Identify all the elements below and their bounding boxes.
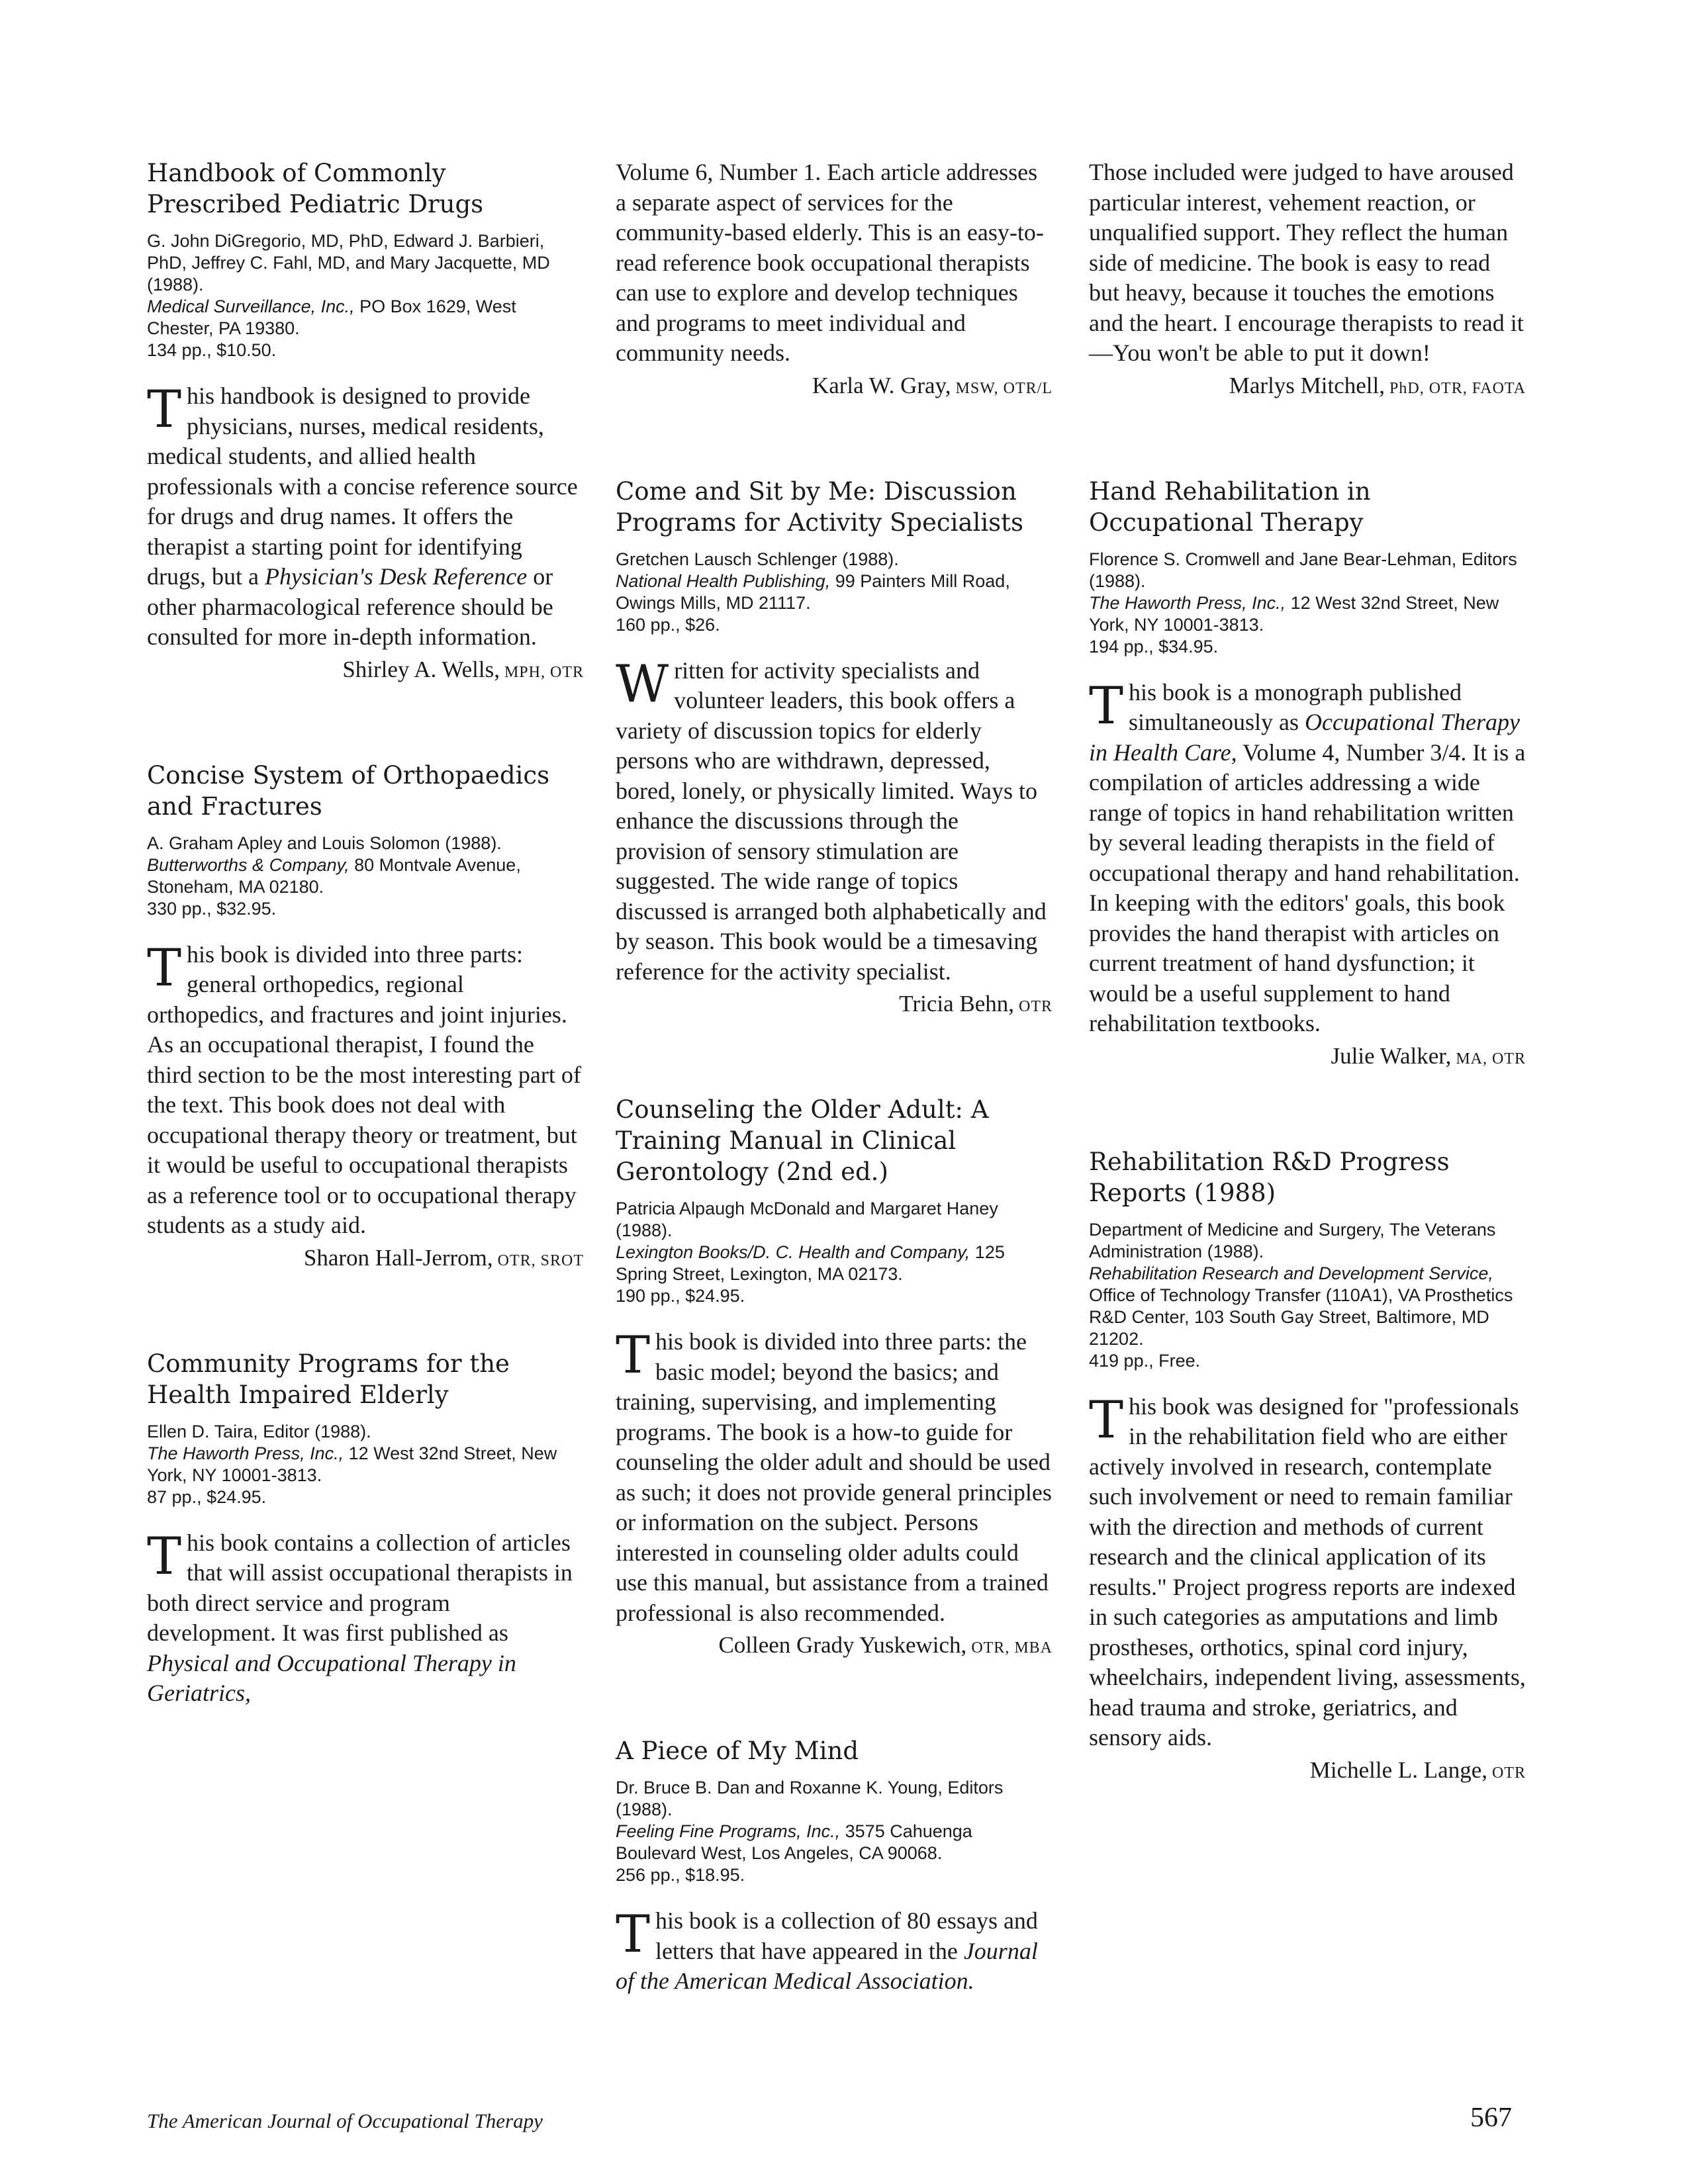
review-community-programs-cont bbox=[616, 158, 1053, 403]
reviewer-signature bbox=[147, 1244, 584, 1275]
body-italic: Physical and Occupational Therapy in Geriatrics, bbox=[147, 1649, 516, 1706]
drop-cap: T bbox=[147, 938, 182, 998]
column-3 bbox=[1089, 158, 1526, 1860]
citation-publisher: Rehabilitation Research and Development Service, bbox=[1089, 1263, 1493, 1283]
citation-authors: Dr. Bruce B. Dan and Roxanne K. Young, Editors (1988). bbox=[616, 1778, 1004, 1819]
reviewer-signature bbox=[1089, 371, 1526, 403]
citation-publisher: Butterworths & Company, bbox=[147, 854, 350, 875]
citation-publisher: The Haworth Press, Inc., bbox=[1089, 592, 1286, 613]
drop-cap: W bbox=[616, 654, 669, 714]
review-body bbox=[147, 381, 584, 653]
review-community-programs bbox=[147, 1348, 584, 1709]
citation-authors: A. Graham Apley and Louis Solomon (1988). bbox=[147, 833, 502, 853]
reviewer-signature bbox=[616, 1631, 1053, 1662]
body-text-cont: Volume 4, Number 3/4. It is a compilation of articles addressing a wide range of topics in hand rehabilitation written by several leading therapists in the field of occupational therapy and hand rehabilitation. In keeping with the editors' goals, this book provides the hand therapist with articles on current treatment of hand dysfunction; it would be a useful supplement to hand rehabilitation textbooks. bbox=[1089, 739, 1526, 1036]
citation-address: 12 West 32nd Street, New York, NY 10001-3813. bbox=[1089, 592, 1499, 635]
citation-address: 80 Montvale Avenue, Stoneham, MA 02180. bbox=[147, 854, 521, 897]
citation-address: 125 Spring Street, Lexington, MA 02173. bbox=[616, 1242, 1005, 1284]
body-text: his book is a monograph published simultaneously as bbox=[1129, 678, 1462, 735]
review-body bbox=[616, 1327, 1053, 1628]
reviewer-name: Colleen Grady Yuskewich, bbox=[718, 1632, 967, 1658]
review-hand-rehabilitation bbox=[1089, 476, 1526, 1073]
review-title: Community Programs for the Health Impaired Elderly bbox=[147, 1349, 510, 1409]
body-italic: Journal of the American Medical Association. bbox=[616, 1937, 1038, 1994]
body-text: ritten for activity specialists and volunteer leaders, this book offers a variety of discussion topics for elderly persons who are withdrawn, depressed, bored, lonely, or physically limited. Ways to enhance the discussions through the provision of sensory stimulation are suggested. The wide range of topics discussed is arranged both alphabetically and by season. This book would be a timesaving reference for the activity specialist. bbox=[616, 657, 1047, 985]
citation-authors: Gretchen Lausch Schlenger (1988). bbox=[616, 549, 899, 569]
citation bbox=[1089, 1219, 1526, 1372]
drop-cap: T bbox=[1089, 676, 1124, 736]
citation-publisher-line bbox=[147, 1443, 584, 1486]
citation-authors: G. John DiGregorio, MD, PhD, Edward J. Barbieri, PhD, Jeffrey C. Fahl, MD, and Mary Jacquette, MD (1988). bbox=[147, 231, 550, 295]
citation bbox=[1089, 549, 1526, 658]
review-come-and-sit bbox=[616, 476, 1053, 1022]
citation-price: 256 pp., $18.95. bbox=[616, 1865, 745, 1885]
review-body bbox=[1089, 678, 1526, 1039]
column-1 bbox=[147, 158, 584, 1782]
review-pediatric-drugs bbox=[147, 158, 584, 687]
citation-publisher: The Haworth Press, Inc., bbox=[147, 1443, 344, 1463]
review-body bbox=[1089, 1392, 1526, 1753]
body-text: his book is a collection of 80 essays and letters that have appeared in the bbox=[655, 1907, 1038, 1964]
review-rehab-rd-reports bbox=[1089, 1146, 1526, 1788]
citation-publisher: Lexington Books/D. C. Health and Company, bbox=[616, 1242, 970, 1262]
reviewer-credentials: MA, OTR bbox=[1451, 1050, 1526, 1068]
review-title: Handbook of Commonly Prescribed Pediatric Drugs bbox=[147, 159, 484, 218]
reviewer-credentials: PhD, OTR, FAOTA bbox=[1385, 379, 1526, 397]
reviewer-name: Shirley A. Wells, bbox=[342, 656, 500, 682]
review-title: A Piece of My Mind bbox=[616, 1737, 859, 1765]
citation-price: 419 pp., Free. bbox=[1089, 1350, 1201, 1371]
citation bbox=[147, 230, 584, 361]
review-title: Hand Rehabilitation in Occupational Therapy bbox=[1089, 477, 1371, 537]
review-piece-of-my-mind-cont bbox=[1089, 158, 1526, 403]
review-body bbox=[147, 940, 584, 1241]
citation-authors: Patricia Alpaugh McDonald and Margaret Haney (1988). bbox=[616, 1199, 998, 1240]
review-piece-of-my-mind bbox=[616, 1735, 1053, 1997]
citation-publisher-line bbox=[616, 1242, 1053, 1285]
body-text: his book was designed for "professionals in the rehabilitation field who are either actively involved in research, contemplate such involvement or need to remain familiar with the direction and methods of current research and the clinical application of its results." Project progress reports are indexed in such categories as amputations and limb prostheses, orthotics, spinal cord injury, wheelchairs, independent living, assessments, head trauma and stroke, geriatrics, and sensory aids. bbox=[1089, 1392, 1526, 1751]
citation bbox=[147, 833, 584, 920]
reviewer-name: Julie Walker, bbox=[1331, 1042, 1452, 1069]
body-text: his book is divided into three parts: the basic model; beyond the basics; and training, supervising, and implementing programs. The book is a how-to guide for counseling the older adult and should be used as such; it does not provide general principles or information on the subject. Persons interested in counseling older adults could use this manual, but assistance from a trained professional is also recommended. bbox=[616, 1328, 1052, 1626]
reviewer-signature bbox=[1089, 1756, 1526, 1788]
citation-address: 12 West 32nd Street, New York, NY 10001-3813. bbox=[147, 1443, 557, 1485]
reviewer-name: Marlys Mitchell, bbox=[1229, 372, 1385, 398]
review-counseling-older-adult bbox=[616, 1094, 1053, 1662]
citation-publisher-line bbox=[147, 296, 584, 340]
citation-price: 190 pp., $24.95. bbox=[616, 1286, 745, 1306]
citation-price: 160 pp., $26. bbox=[616, 614, 720, 635]
reviewer-signature bbox=[147, 655, 584, 687]
review-title: Rehabilitation R&D Progress Reports (1988) bbox=[1089, 1147, 1450, 1207]
review-orthopaedics bbox=[147, 760, 584, 1275]
drop-cap: T bbox=[147, 380, 182, 439]
footer-journal-title: The American Journal of Occupational Therapy bbox=[147, 2109, 543, 2132]
reviewer-name: Karla W. Gray, bbox=[812, 372, 951, 398]
body-text: his handbook is designed to provide physicians, nurses, medical residents, medical students, and allied health professionals with a concise reference source for drugs and drug names. It offers the therapist a starting point for identifying drugs, but a bbox=[147, 383, 578, 590]
reviewer-name: Tricia Behn, bbox=[899, 991, 1014, 1017]
reviewer-signature bbox=[1089, 1042, 1526, 1073]
body-italic: Physician's Desk Reference bbox=[264, 563, 528, 590]
drop-cap: T bbox=[147, 1526, 182, 1586]
review-title: Come and Sit by Me: Discussion Programs for Activity Specialists bbox=[616, 477, 1024, 537]
review-title: Concise System of Orthopaedics and Fractures bbox=[147, 760, 550, 821]
citation-publisher-line bbox=[147, 854, 584, 898]
citation bbox=[616, 1198, 1053, 1307]
citation-publisher: Feeling Fine Programs, Inc., bbox=[616, 1821, 841, 1841]
reviewer-credentials: OTR, MBA bbox=[966, 1639, 1053, 1657]
reviewer-signature bbox=[616, 989, 1053, 1021]
citation-authors: Florence S. Cromwell and Jane Bear-Lehman, Editors (1988). bbox=[1089, 549, 1517, 591]
citation-publisher: National Health Publishing, bbox=[616, 570, 831, 591]
reviewer-credentials: MPH, OTR bbox=[499, 663, 584, 681]
drop-cap: T bbox=[616, 1905, 651, 1964]
reviewer-credentials: OTR, SROT bbox=[492, 1251, 584, 1269]
review-body bbox=[616, 1906, 1053, 1997]
drop-cap: T bbox=[1089, 1390, 1124, 1450]
review-body-continued: Volume 6, Number 1. Each article addresses a separate aspect of services for the community-based elderly. This is an easy-to-read reference book occupational therapists can use to explore and develop techniques and programs to meet individual and community needs. bbox=[616, 159, 1044, 366]
review-body bbox=[616, 656, 1053, 987]
citation bbox=[616, 549, 1053, 636]
citation-publisher-line bbox=[1089, 592, 1526, 636]
body-text-cont: or other pharmacological reference should be consulted for more in-depth information. bbox=[147, 563, 553, 650]
review-body-continued: Those included were judged to have aroused particular interest, vehement reaction, or unqualified support. They reflect the human side of medicine. The book is easy to read but heavy, because it touches the emotions and the heart. I encourage therapists to read it—You won't be able to put it down! bbox=[1089, 159, 1524, 366]
citation-price: 194 pp., $34.95. bbox=[1089, 636, 1219, 657]
review-title: Counseling the Older Adult: A Training Manual in Clinical Gerontology (2nd ed.) bbox=[616, 1095, 989, 1186]
citation-publisher-line bbox=[616, 570, 1053, 614]
citation-authors: Department of Medicine and Surgery, The Veterans Administration (1988). bbox=[1089, 1219, 1496, 1261]
reviewer-name: Michelle L. Lange, bbox=[1309, 1756, 1487, 1783]
body-italic: Occupational Therapy in Health Care, bbox=[1089, 709, 1520, 766]
citation-address: 99 Painters Mill Road, Owings Mills, MD 21117. bbox=[616, 570, 1010, 613]
reviewer-name: Sharon Hall-Jerrom, bbox=[303, 1244, 493, 1271]
citation bbox=[147, 1421, 584, 1508]
reviewer-credentials: MSW, OTR/L bbox=[951, 379, 1053, 397]
citation-address: Office of Technology Transfer (110A1), VA Prosthetics R&D Center, 103 South Gay Street, Baltimore, MD 21202. bbox=[1089, 1285, 1513, 1349]
review-body bbox=[147, 1528, 584, 1709]
reviewer-signature bbox=[616, 371, 1053, 403]
body-text: his book contains a collection of articles that will assist occupational therapists in both direct service and program development. It was first published as bbox=[147, 1529, 573, 1646]
citation-price: 330 pp., $32.95. bbox=[147, 898, 277, 919]
column-2 bbox=[616, 158, 1053, 2070]
drop-cap: T bbox=[616, 1326, 651, 1385]
citation bbox=[616, 1777, 1053, 1886]
citation-price: 134 pp., $10.50. bbox=[147, 340, 277, 360]
page-number: 567 bbox=[1470, 2103, 1512, 2133]
citation-address: PO Box 1629, West Chester, PA 19380. bbox=[147, 296, 516, 338]
citation-publisher: Medical Surveillance, Inc., bbox=[147, 296, 355, 316]
citation-address: 3575 Cahuenga Boulevard West, Los Angeles, CA 90068. bbox=[616, 1821, 972, 1863]
reviewer-credentials: OTR bbox=[1487, 1764, 1526, 1782]
citation-authors: Ellen D. Taira, Editor (1988). bbox=[147, 1421, 371, 1441]
body-text: his book is divided into three parts: general orthopedics, regional orthopedics, and fractures and joint injuries. As an occupational therapist, I found the third section to be the most interesting part of the text. This book does not deal with occupational therapy theory or treatment, but it would be useful to occupational therapists as a reference tool or to occupational therapy students as a study aid. bbox=[147, 940, 581, 1238]
citation-publisher-line bbox=[616, 1821, 1053, 1864]
citation-publisher-line bbox=[1089, 1263, 1526, 1350]
citation-price: 87 pp., $24.95. bbox=[147, 1486, 267, 1507]
reviewer-credentials: OTR bbox=[1014, 998, 1053, 1015]
